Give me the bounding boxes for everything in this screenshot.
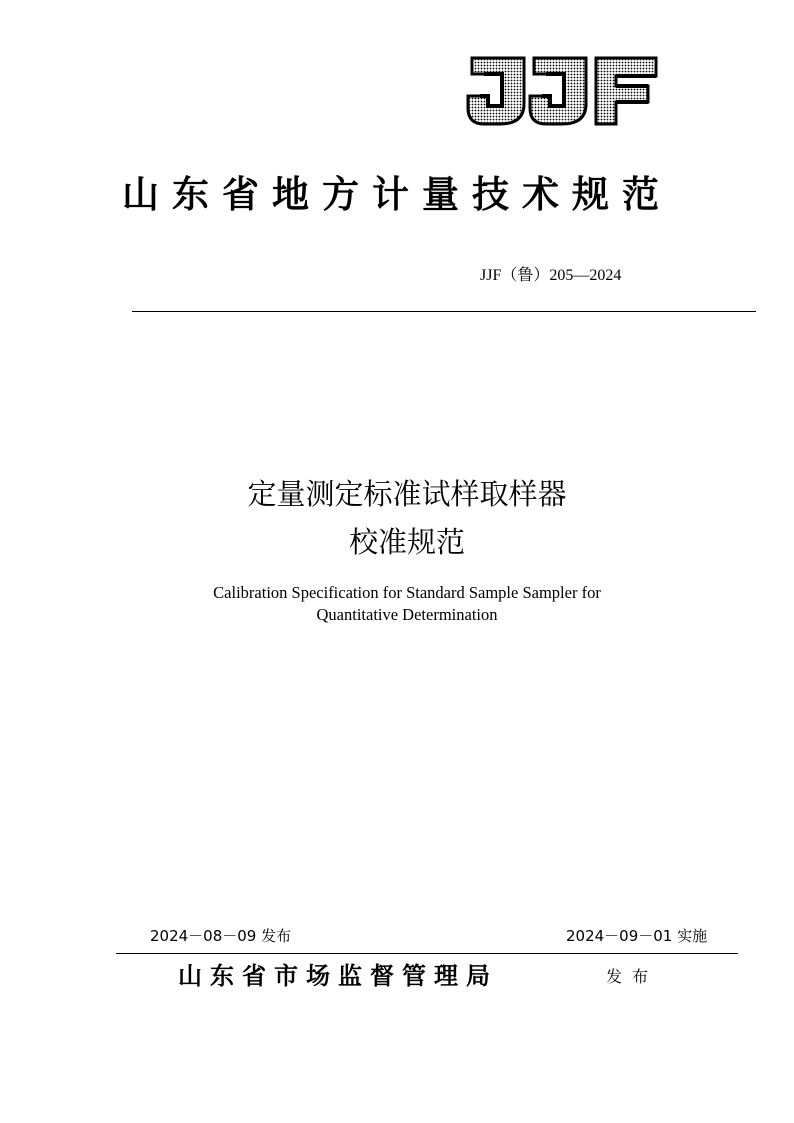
- title-english-line-2: Quantitative Determination: [316, 605, 498, 624]
- org-title: 山东省地方计量技术规范: [122, 172, 672, 216]
- title-english-line-1: Calibration Specification for Standard Sample Sampler for: [213, 583, 601, 602]
- logo-letter-j-2: [530, 58, 586, 124]
- effective-date: 2024－09－01 实施: [566, 927, 708, 945]
- title-chinese-line-1: 定量测定标准试样取样器: [247, 477, 567, 511]
- jjf-logo: [462, 52, 662, 130]
- logo-letter-j-1: [468, 58, 524, 124]
- logo-letter-f: [596, 58, 656, 124]
- standard-number: JJF（鲁）205—2024: [480, 267, 622, 284]
- publish-label: 发布: [606, 967, 659, 986]
- publisher-name: 山东省市场监督管理局: [178, 961, 498, 990]
- header-divider: [132, 311, 756, 312]
- footer-divider: [116, 953, 738, 954]
- title-chinese-line-2: 校准规范: [348, 525, 465, 559]
- issue-date: 2024－08－09 发布: [150, 927, 292, 945]
